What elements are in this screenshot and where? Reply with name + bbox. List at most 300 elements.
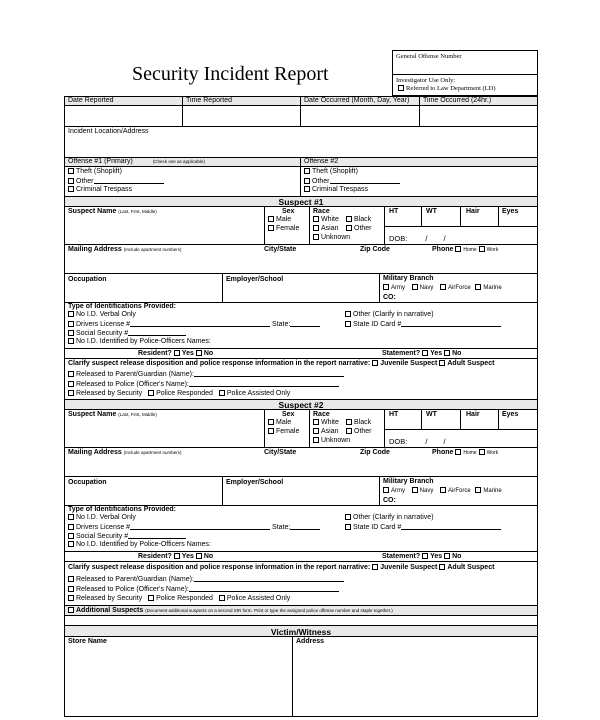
o1-theft-label: Theft (Shoplift) (76, 168, 122, 175)
s2-stateid-label: State ID Card # (353, 524, 402, 531)
s2-co-label: CO: (383, 497, 396, 504)
divider (64, 358, 538, 359)
s1-security-checkbox[interactable] (68, 390, 74, 396)
s1-resident-yes-label: Yes (181, 350, 194, 357)
divider (300, 157, 301, 196)
s2-otherid-checkbox[interactable] (345, 514, 351, 520)
s2-male-label: Male (276, 419, 292, 426)
divider (384, 429, 538, 430)
s1-mailing-header (68, 246, 182, 254)
date-reported-field[interactable] (66, 107, 180, 124)
date-reported-label: Date Reported (68, 97, 114, 104)
s1-police-field[interactable] (189, 380, 339, 387)
s2-responded-label: Police Responded (156, 595, 213, 602)
s1-work-checkbox[interactable] (479, 246, 485, 252)
s2-police-field[interactable] (189, 585, 339, 592)
referred-row (398, 85, 496, 93)
divider (64, 476, 538, 477)
s1-dl-state-label: State: (272, 321, 291, 328)
s1-dl-row (68, 320, 320, 329)
s1-name-hint: (Last, First, Middle) (118, 209, 157, 214)
general-offense-label: General Offense Number (396, 53, 462, 60)
s1-juvenile-checkbox[interactable] (372, 360, 378, 366)
s2-dl-state-field[interactable] (290, 523, 320, 530)
s1-airforce-label: AirForce (448, 285, 471, 291)
s1-eyes-label: Eyes (502, 208, 519, 215)
s2-work-checkbox[interactable] (479, 449, 485, 455)
o1-theft-row (68, 168, 122, 176)
s1-navy-checkbox[interactable] (412, 284, 418, 290)
s1-home-checkbox[interactable] (455, 246, 461, 252)
o2-other-field[interactable] (330, 177, 400, 184)
time-occurred-label: Time Occurred (24hr.) (423, 97, 492, 104)
s1-statement-row (382, 350, 461, 358)
incident-location-label: Incident Location/Address (68, 128, 149, 135)
s1-co-label: CO: (383, 294, 396, 301)
s2-resident-label: Resident? (138, 553, 172, 560)
s1-ht-label: HT (389, 208, 399, 215)
s2-dl-row (68, 523, 320, 532)
s2-police-checkbox[interactable] (68, 586, 74, 592)
s1-noid-row (68, 311, 136, 319)
s1-female-label: Female (276, 225, 300, 232)
s1-unknown-row (313, 234, 350, 242)
divider (309, 409, 310, 447)
s1-sex-label: Sex (282, 208, 295, 215)
divider (222, 273, 223, 302)
s2-statement-no-label: No (452, 553, 462, 560)
s1-asian-label: Asian (321, 225, 339, 232)
additional-checkbox[interactable] (68, 607, 74, 613)
s1-military-label: Military Branch (383, 275, 434, 282)
o2-trespass-row (304, 186, 368, 194)
o2-theft-checkbox[interactable] (304, 168, 310, 174)
s2-juvenile-checkbox[interactable] (372, 564, 378, 570)
s2-dl-field[interactable] (130, 523, 270, 530)
s1-otherid-label: Other (Clarify in narrative) (353, 311, 434, 318)
s1-name-field[interactable] (66, 218, 262, 242)
divider (460, 206, 461, 226)
s2-navy-label: Navy (419, 488, 434, 494)
divider (300, 96, 301, 126)
divider (421, 206, 422, 226)
s1-black-label: Black (354, 216, 372, 223)
s2-home-checkbox[interactable] (455, 449, 461, 455)
s2-security-checkbox[interactable] (68, 595, 74, 601)
offense2-label: Offense #2 (304, 158, 339, 165)
s2-unknown-checkbox[interactable] (313, 437, 319, 443)
additional-label: Additional Suspects (76, 607, 144, 614)
suspect1-heading: Suspect #1 (278, 197, 324, 207)
additional-row (68, 607, 393, 615)
s1-assisted-checkbox[interactable] (219, 390, 225, 396)
divider (182, 96, 183, 126)
store-name-label: Store Name (68, 638, 107, 645)
o2-theft-label: Theft (Shoplift) (312, 168, 358, 175)
s2-statement-row (382, 553, 461, 561)
victim-address-label: Address (296, 638, 325, 645)
s1-stateid-field[interactable] (401, 320, 501, 327)
s1-wt-label: WT (426, 208, 437, 215)
s1-police-checkbox[interactable] (68, 381, 74, 387)
o1-other-label: Other (76, 178, 94, 185)
o2-theft-row (304, 168, 358, 176)
o2-other-checkbox[interactable] (304, 178, 310, 184)
s2-unknown-label: Unknown (321, 437, 351, 444)
s2-army-checkbox[interactable] (383, 487, 389, 493)
s2-female-label: Female (276, 428, 300, 435)
divider (64, 126, 538, 127)
s2-male-row (268, 419, 291, 427)
offense1-label: Offense #1 (Primary) (68, 158, 133, 165)
s1-dl-field[interactable] (130, 320, 270, 327)
s2-marine-checkbox[interactable] (475, 487, 481, 493)
s1-ssn-field[interactable] (128, 329, 186, 336)
s1-resident-yes-checkbox[interactable] (174, 350, 180, 356)
referred-checkbox[interactable] (398, 85, 404, 91)
s2-identified-row (68, 541, 211, 549)
divider (292, 636, 293, 717)
divider (64, 244, 538, 245)
s2-asian-label: Asian (321, 428, 339, 435)
time-reported-field[interactable] (184, 107, 298, 124)
s1-adult-label: Adult Suspect (447, 360, 495, 367)
s1-navy-label: Navy (419, 285, 434, 291)
s2-otherid-row (345, 514, 434, 522)
s1-ids-label: Type of Identifications Provided: (68, 303, 176, 310)
s1-black-row (346, 216, 371, 224)
date-occurred-label: Date Occurred (Month, Day, Year) (304, 97, 410, 104)
s2-city-label: City/State (264, 449, 297, 456)
s1-identified-row (68, 338, 211, 346)
s2-resident-yes-checkbox[interactable] (174, 553, 180, 559)
time-occurred-field[interactable] (421, 107, 536, 124)
s2-adult-checkbox[interactable] (439, 564, 445, 570)
s2-resident-no-checkbox[interactable] (196, 553, 202, 559)
s1-resident-row (138, 350, 213, 358)
s1-male-label: Male (276, 216, 292, 223)
s1-parent-field[interactable] (194, 370, 344, 377)
s1-identified-checkbox[interactable] (68, 338, 74, 344)
divider (498, 409, 499, 429)
s2-dob-row: DOB: / / (389, 437, 446, 446)
s2-assisted-checkbox[interactable] (219, 595, 225, 601)
s2-noid-checkbox[interactable] (68, 514, 74, 520)
s1-statement-no-label: No (452, 350, 462, 357)
divider (64, 348, 538, 349)
s1-male-checkbox[interactable] (268, 216, 274, 222)
s2-ssn-label: Social Security # (76, 533, 129, 540)
s1-identified-label: No I.D. Identified by Police-Officers Names: (76, 338, 211, 345)
s1-army-label: Army (391, 285, 405, 291)
s1-other-race-checkbox[interactable] (346, 225, 352, 231)
s1-hair-label: Hair (466, 208, 480, 215)
divider (222, 476, 223, 505)
s1-name-label: Suspect Name (68, 208, 117, 215)
s1-army-checkbox[interactable] (383, 284, 389, 290)
s1-resident-no-checkbox[interactable] (196, 350, 202, 356)
s2-other-race-checkbox[interactable] (346, 428, 352, 434)
s1-statement-yes-checkbox[interactable] (422, 350, 428, 356)
s2-navy-checkbox[interactable] (412, 487, 418, 493)
s1-female-checkbox[interactable] (268, 225, 274, 231)
divider (64, 409, 538, 410)
o2-trespass-label: Criminal Trespass (312, 186, 369, 193)
s2-unknown-row (313, 437, 350, 445)
s1-marine-label: Marine (483, 285, 502, 291)
s2-stateid-checkbox[interactable] (345, 524, 351, 530)
s1-dl-checkbox[interactable] (68, 321, 74, 327)
o1-other-checkbox[interactable] (68, 178, 74, 184)
s2-mailing-label: Mailing Address (68, 449, 122, 456)
s2-parent-checkbox[interactable] (68, 576, 74, 582)
s2-hair-label: Hair (466, 411, 480, 418)
s1-phone-label: Phone (432, 246, 454, 253)
s2-dl-label: Drivers License # (76, 524, 131, 531)
s1-security-row (68, 390, 290, 398)
suspect2-heading: Suspect #2 (278, 400, 324, 410)
s1-noid-label: No I.D. Verbal Only (76, 311, 136, 318)
s2-parent-row (68, 575, 344, 584)
additional-note: (Document additional suspects on a second SIR form. Print or type the assigned police offense number and staple together.) (145, 608, 393, 613)
o1-theft-checkbox[interactable] (68, 168, 74, 174)
s2-sex-label: Sex (282, 411, 295, 418)
o1-trespass-row (68, 186, 132, 194)
s1-ssn-label: Social Security # (76, 330, 129, 337)
s1-clarify-label: Clarify suspect release disposition and police response information in the report narrative: (68, 360, 371, 367)
s2-branch-row (383, 487, 502, 495)
divider (379, 476, 380, 505)
s1-airforce-checkbox[interactable] (440, 284, 446, 290)
s2-ssn-row (68, 532, 186, 541)
s2-eyes-label: Eyes (502, 411, 519, 418)
form-title: Security Incident Report (132, 63, 329, 85)
s1-asian-checkbox[interactable] (313, 225, 319, 231)
s1-name-header (68, 208, 157, 216)
s2-otherid-label: Other (Clarify in narrative) (353, 514, 434, 521)
s1-city-label: City/State (264, 246, 297, 253)
s2-mailing-hint: (Include apartment numbers) (123, 450, 182, 455)
s2-dob-label: DOB: (389, 437, 408, 446)
incident-location-field[interactable] (66, 137, 536, 155)
divider (64, 105, 538, 106)
s1-dob-row: DOB: / / (389, 234, 446, 243)
s1-parent-row (68, 370, 344, 379)
divider (421, 409, 422, 429)
s2-identified-label: No I.D. Identified by Police-Officers Names: (76, 541, 211, 548)
s1-stateid-label: State ID Card # (353, 321, 402, 328)
s2-work-label: Work (486, 450, 499, 456)
s2-clarify-label: Clarify suspect release disposition and police response information in the report narrative: (68, 564, 371, 571)
investigator-use-label: Investigator Use Only: (396, 77, 456, 84)
s2-airforce-checkbox[interactable] (440, 487, 446, 493)
divider (384, 409, 385, 447)
o1-other-field[interactable] (94, 177, 164, 184)
s1-police-row (68, 380, 339, 389)
s1-black-checkbox[interactable] (346, 216, 352, 222)
s1-statement-no-checkbox[interactable] (444, 350, 450, 356)
s2-airforce-label: AirForce (448, 488, 471, 494)
s1-resident-label: Resident? (138, 350, 172, 357)
s1-resident-no-label: No (203, 350, 214, 357)
s1-other-race-label: Other (354, 225, 372, 232)
s2-name-label: Suspect Name (68, 411, 117, 418)
s2-police-row (68, 585, 339, 594)
divider (392, 74, 538, 75)
s1-work-label: Work (486, 247, 499, 253)
s2-parent-label: Released to Parent/Guardian (Name): (76, 576, 194, 583)
s1-mailing-label: Mailing Address (68, 246, 122, 253)
time-reported-label: Time Reported (186, 97, 233, 104)
divider (379, 273, 380, 302)
s2-occupation-label: Occupation (68, 479, 107, 486)
divider (64, 551, 538, 552)
s1-parent-label: Released to Parent/Guardian (Name): (76, 371, 194, 378)
s2-name-field[interactable] (66, 421, 262, 445)
s1-otherid-checkbox[interactable] (345, 311, 351, 317)
s1-parent-checkbox[interactable] (68, 371, 74, 377)
date-occurred-field[interactable] (302, 107, 417, 124)
s2-noid-row (68, 514, 136, 522)
divider (264, 409, 265, 447)
victim-heading: Victim/Witness (270, 627, 332, 637)
s1-employer-label: Employer/School (226, 276, 284, 283)
divider (498, 206, 499, 226)
s1-security-label: Released by Security (76, 390, 143, 397)
s2-statement-no-checkbox[interactable] (444, 553, 450, 559)
s2-mailing-header (68, 449, 182, 457)
s2-stateid-field[interactable] (401, 523, 501, 530)
s1-assisted-label: Police Assisted Only (226, 390, 291, 397)
s2-military-label: Military Branch (383, 478, 434, 485)
s1-marine-checkbox[interactable] (475, 284, 481, 290)
s1-statement-label: Statement? (382, 350, 421, 357)
s2-black-checkbox[interactable] (346, 419, 352, 425)
s2-ids-label: Type of Identifications Provided: (68, 506, 176, 513)
s1-juvenile-label: Juvenile Suspect (380, 360, 438, 367)
s1-ssn-checkbox[interactable] (68, 330, 74, 336)
general-offense-field[interactable] (396, 62, 534, 72)
store-name-field[interactable] (66, 648, 290, 714)
s2-dl-state-label: State: (272, 524, 291, 531)
divider (64, 166, 538, 167)
o1-trespass-label: Criminal Trespass (76, 186, 133, 193)
s2-employer-label: Employer/School (226, 479, 284, 486)
s1-asian-row (313, 225, 339, 233)
referred-label: Referred to Law Department (LD) (406, 85, 496, 92)
s2-marine-label: Marine (483, 488, 502, 494)
s1-white-row (313, 216, 339, 224)
s2-statement-yes-checkbox[interactable] (422, 553, 428, 559)
s1-unknown-checkbox[interactable] (313, 234, 319, 240)
divider (64, 206, 538, 207)
s1-police-label: Released to Police (Officer's Name): (76, 381, 189, 388)
s1-ssn-row (68, 329, 186, 338)
s2-ssn-field[interactable] (128, 532, 186, 539)
divider (384, 226, 538, 227)
s2-name-header (68, 411, 157, 419)
divider (419, 96, 420, 126)
s1-clarify-row (68, 360, 494, 368)
s1-stateid-checkbox[interactable] (345, 321, 351, 327)
s2-asian-checkbox[interactable] (313, 428, 319, 434)
s1-noid-checkbox[interactable] (68, 311, 74, 317)
s2-phone-label: Phone (432, 449, 454, 456)
s2-juvenile-label: Juvenile Suspect (380, 564, 438, 571)
s2-name-hint: (Last, First, Middle) (118, 412, 157, 417)
s2-statement-yes-label: Yes (430, 553, 443, 560)
s2-resident-yes-label: Yes (181, 553, 194, 560)
s1-white-checkbox[interactable] (313, 216, 319, 222)
s1-race-label: Race (313, 208, 330, 215)
s2-resident-no-label: No (203, 553, 214, 560)
s1-unknown-label: Unknown (321, 234, 351, 241)
s2-female-checkbox[interactable] (268, 428, 274, 434)
s1-dl-state-field[interactable] (290, 320, 320, 327)
divider (264, 206, 265, 244)
victim-address-field[interactable] (294, 648, 536, 714)
s1-stateid-row (345, 320, 501, 329)
s2-police-label: Released to Police (Officer's Name): (76, 586, 189, 593)
s2-parent-field[interactable] (194, 575, 344, 582)
s2-male-checkbox[interactable] (268, 419, 274, 425)
s2-responded-checkbox[interactable] (148, 595, 154, 601)
s2-female-row (268, 428, 299, 436)
s2-black-label: Black (354, 419, 372, 426)
s1-female-row (268, 225, 299, 233)
s1-responded-checkbox[interactable] (148, 390, 154, 396)
o2-trespass-checkbox[interactable] (304, 186, 310, 192)
s1-zip-label: Zip Code (360, 246, 390, 253)
s1-mailing-hint: (Include apartment numbers) (123, 247, 182, 252)
s1-responded-label: Police Responded (156, 390, 213, 397)
check-one-note: (Check one as applicable) (152, 159, 205, 164)
s2-asian-row (313, 428, 339, 436)
s1-occupation-label: Occupation (68, 276, 107, 283)
s2-other-race-label: Other (354, 428, 372, 435)
s1-address-field[interactable] (66, 256, 536, 271)
s2-clarify-row (68, 564, 494, 572)
divider (64, 447, 538, 448)
s1-branch-row (383, 284, 502, 292)
s2-adult-label: Adult Suspect (447, 564, 495, 571)
s2-white-label: White (321, 419, 339, 426)
s2-wt-label: WT (426, 411, 437, 418)
s2-stateid-row (345, 523, 501, 532)
s2-phone-row (432, 449, 498, 457)
s1-dob-label: DOB: (389, 234, 408, 243)
s2-white-row (313, 419, 339, 427)
o1-trespass-checkbox[interactable] (68, 186, 74, 192)
o1-other-row (68, 177, 164, 186)
s2-home-label: Home (463, 450, 477, 456)
s1-adult-checkbox[interactable] (439, 360, 445, 366)
s1-otherid-row (345, 311, 434, 319)
s2-zip-label: Zip Code (360, 449, 390, 456)
s2-dl-checkbox[interactable] (68, 524, 74, 530)
s2-other-row (346, 428, 372, 436)
o2-other-row (304, 177, 400, 186)
divider (64, 273, 538, 274)
s2-ssn-checkbox[interactable] (68, 533, 74, 539)
s2-address-field[interactable] (66, 459, 536, 474)
divider (384, 206, 385, 244)
s2-white-checkbox[interactable] (313, 419, 319, 425)
s2-statement-label: Statement? (382, 553, 421, 560)
s2-identified-checkbox[interactable] (68, 541, 74, 547)
s2-race-label: Race (313, 411, 330, 418)
s2-security-row (68, 595, 290, 603)
